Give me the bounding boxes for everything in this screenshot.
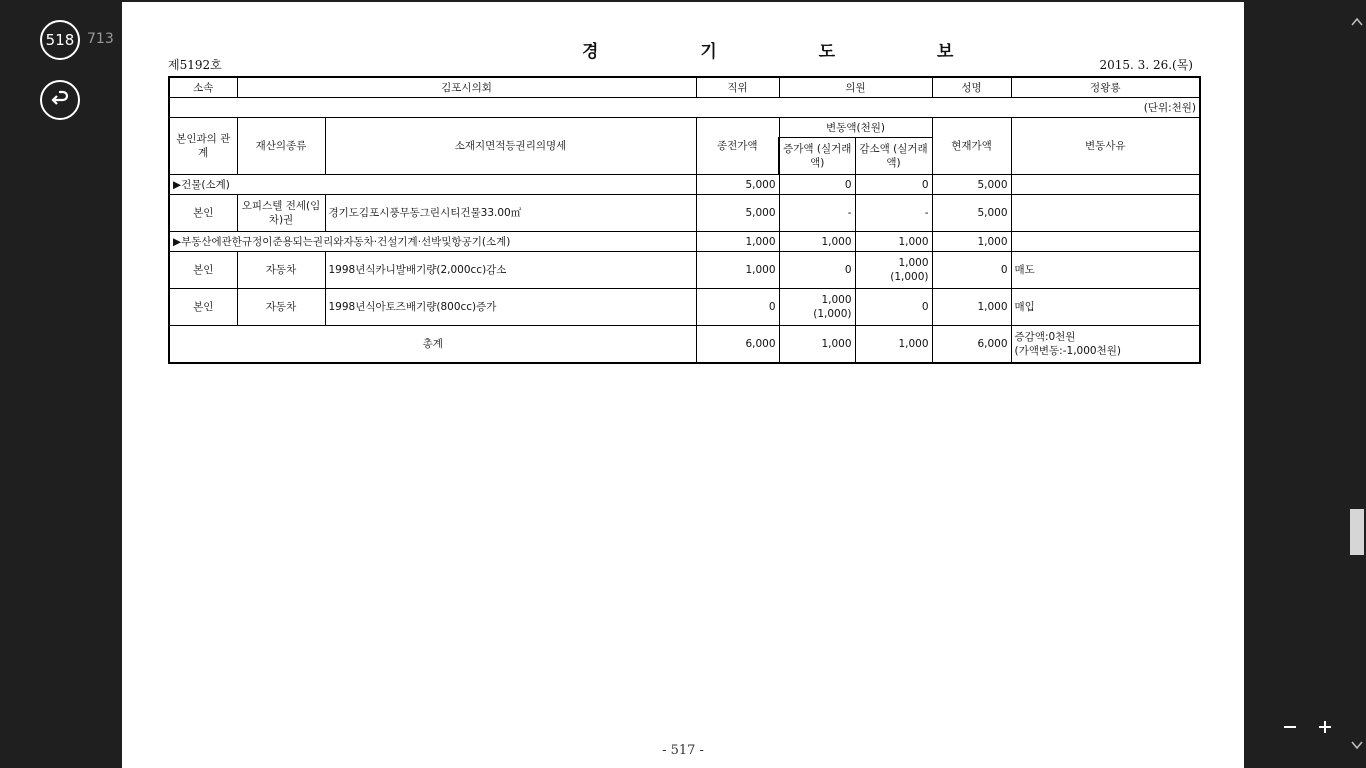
increase-value: 1,000 bbox=[821, 294, 852, 306]
decrease-value: 1,000 bbox=[855, 232, 932, 252]
table-row bbox=[169, 289, 1200, 326]
vertical-scrollbar[interactable] bbox=[1348, 0, 1366, 768]
prev-value: 1,000 bbox=[696, 252, 779, 289]
asset-description: 1998년식카니발배기량(2,000cc)감소 bbox=[325, 252, 696, 289]
decrease-value: - bbox=[855, 195, 932, 232]
prev-value: 6,000 bbox=[696, 326, 779, 364]
asset-description: 1998년식아토즈배기량(800cc)증가 bbox=[325, 289, 696, 326]
col-current-value: 현재가액 bbox=[932, 118, 1011, 175]
return-arrow-icon bbox=[50, 90, 70, 110]
col-location: 소재지면적등권리의명세 bbox=[325, 118, 696, 175]
asset-description: 경기도김포시풍무동그린시티건물33.00㎡ bbox=[325, 195, 696, 232]
decrease-actual: (1,000) bbox=[890, 271, 929, 283]
relation: 본인 bbox=[169, 252, 237, 289]
position-value: 의원 bbox=[779, 77, 932, 98]
scrollbar-thumb[interactable] bbox=[1350, 509, 1364, 555]
reason-cell bbox=[1011, 326, 1200, 364]
total-label: 총계 bbox=[169, 326, 696, 364]
increase-cell bbox=[779, 289, 855, 326]
current-value: 5,000 bbox=[932, 195, 1011, 232]
relation: 본인 bbox=[169, 289, 237, 326]
table-row bbox=[169, 195, 1200, 232]
doc-title: 경 기 도 보 bbox=[582, 42, 1002, 62]
increase-value: - bbox=[779, 195, 855, 232]
zoom-out-icon[interactable] bbox=[1279, 716, 1301, 738]
reason bbox=[1011, 232, 1200, 252]
page-footer: - 517 - bbox=[662, 743, 704, 758]
prev-value: 5,000 bbox=[696, 195, 779, 232]
col-decrease: 감소액 (실거래액) bbox=[855, 138, 932, 175]
affiliation-label: 소속 bbox=[169, 77, 237, 98]
col-asset-type: 재산의종류 bbox=[237, 118, 325, 175]
asset-type: 자동차 bbox=[237, 289, 325, 326]
decrease-value: 1,000 bbox=[855, 326, 932, 364]
reason bbox=[1011, 195, 1200, 232]
position-label: 직위 bbox=[696, 77, 779, 98]
affiliation-value: 김포시의회 bbox=[237, 77, 696, 98]
decrease-cell bbox=[855, 252, 932, 289]
reason: 매도 bbox=[1011, 252, 1200, 289]
col-reason: 변동사유 bbox=[1011, 118, 1200, 175]
increase-value: 1,000 bbox=[779, 232, 855, 252]
current-value: 1,000 bbox=[932, 289, 1011, 326]
name-label: 성명 bbox=[932, 77, 1011, 98]
unit-note: (단위:천원) bbox=[169, 98, 1200, 118]
current-page-number: 518 bbox=[45, 31, 75, 49]
current-page-indicator[interactable] bbox=[40, 20, 80, 60]
subtotal-label: ▶건물(소계) bbox=[169, 175, 696, 195]
col-relation: 본인과의 관계 bbox=[169, 118, 237, 175]
decrease-value: 1,000 bbox=[898, 257, 929, 269]
name-value: 정왕룡 bbox=[1011, 77, 1200, 98]
issue-date: 2015. 3. 26.(목) bbox=[1099, 58, 1193, 72]
current-value: 5,000 bbox=[932, 175, 1011, 195]
reason bbox=[1011, 175, 1200, 195]
current-value: 6,000 bbox=[932, 326, 1011, 364]
relation: 본인 bbox=[169, 195, 237, 232]
table-row bbox=[169, 326, 1200, 364]
table-row bbox=[169, 252, 1200, 289]
col-change: 변동액(천원) bbox=[779, 118, 932, 138]
back-button[interactable] bbox=[40, 80, 80, 120]
asset-table bbox=[168, 76, 1201, 364]
decrease-value: 0 bbox=[855, 175, 932, 195]
decrease-value: 0 bbox=[855, 289, 932, 326]
table-row bbox=[169, 175, 1200, 195]
chevron-down-icon[interactable] bbox=[1349, 737, 1365, 753]
reason-detail: (가액변동:-1,000천원) bbox=[1014, 345, 1121, 357]
zoom-in-icon[interactable] bbox=[1314, 716, 1336, 738]
increase-value: 0 bbox=[779, 252, 855, 289]
chevron-up-icon[interactable] bbox=[1349, 14, 1365, 30]
increase-value: 1,000 bbox=[779, 326, 855, 364]
col-prev-value: 종전가액 bbox=[696, 118, 779, 175]
prev-value: 1,000 bbox=[696, 232, 779, 252]
reason: 증감액:0천원 bbox=[1014, 331, 1076, 343]
asset-type: 자동차 bbox=[237, 252, 325, 289]
increase-actual: (1,000) bbox=[813, 308, 852, 320]
table-row bbox=[169, 232, 1200, 252]
subtotal-label: ▶부동산에관한규정이준용되는권리와자동차·건설기계·선박및항공기(소계) bbox=[169, 232, 696, 252]
col-increase: 증가액 (실거래액) bbox=[779, 138, 855, 175]
reason: 매입 bbox=[1011, 289, 1200, 326]
issue-number: 제5192호 bbox=[168, 58, 222, 72]
total-pages: 713 bbox=[87, 31, 114, 47]
current-value: 0 bbox=[932, 252, 1011, 289]
prev-value: 5,000 bbox=[696, 175, 779, 195]
prev-value: 0 bbox=[696, 289, 779, 326]
asset-type: 오피스텔 전세(임차)권 bbox=[237, 195, 325, 232]
increase-value: 0 bbox=[779, 175, 855, 195]
current-value: 1,000 bbox=[932, 232, 1011, 252]
